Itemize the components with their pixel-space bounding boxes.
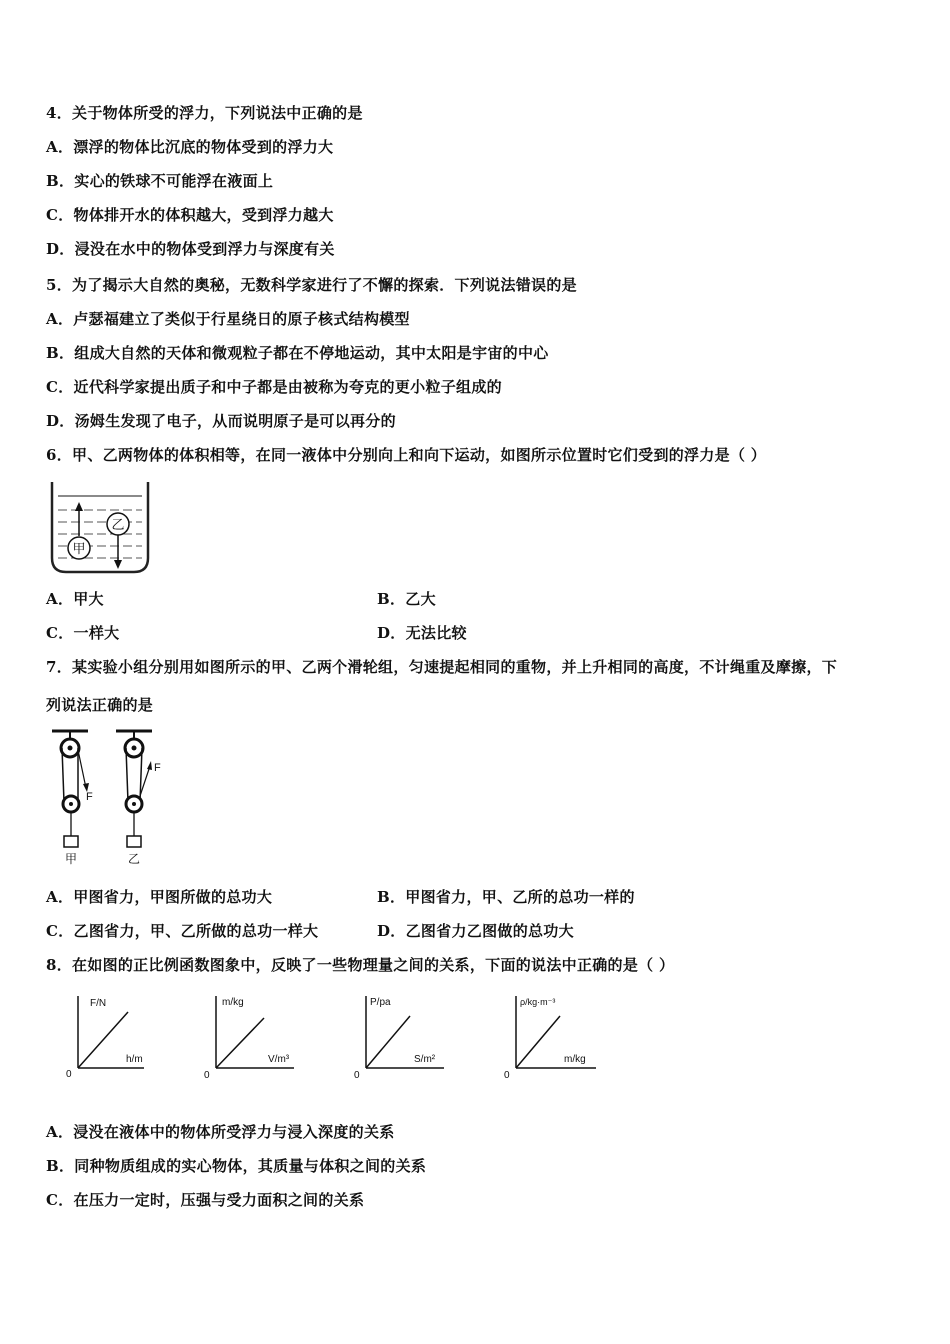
q7-option-c: C．乙图省力，甲、乙所做的总功一样大 [46,922,319,940]
q5-option-b: B．组成大自然的天体和微观粒子都在不停地运动，其中太阳是宇宙的中心 [46,344,549,362]
q6-fig-label-yi: 乙 [111,517,125,532]
q7-option-a: A．甲图省力，甲图所做的总功大 [46,888,273,906]
q7-fig-force-jia: F [86,791,93,803]
q8-graph-3 [352,988,452,1080]
q4-option-b: B．实心的铁球不可能浮在液面上 [46,172,274,190]
q8-graph-4-xlabel: m/kg [564,1054,586,1065]
q8-graph-1-origin: 0 [66,1069,72,1080]
q8-graph-1 [62,988,154,1080]
q6-option-c: C．一样大 [46,624,120,642]
q5-option-d: D．汤姆生发现了电子，从而说明原子是可以再分的 [46,412,396,430]
q6-option-b: B．乙大 [377,590,436,608]
q6-option-a: A．甲大 [46,590,104,608]
q4-option-d: D．浸没在水中的物体受到浮力与深度有关 [46,240,335,258]
q7-fig-label-jia: 甲 [64,852,78,866]
q8-option-c: C．在压力一定时，压强与受力面积之间的关系 [46,1191,365,1209]
q7-stem-line2: 列说法正确的是 [46,696,154,714]
q8-graph-3-origin: 0 [354,1070,360,1080]
q8-graph-4 [502,988,606,1080]
q7-option-d: D．乙图省力乙图做的总功大 [377,922,574,940]
q6-fig-label-jia: 甲 [72,541,86,556]
q7-stem-line1: 7．某实验小组分别用如图所示的甲、乙两个滑轮组，匀速提起相同的重物，并上升相同的高度，不计绳重及摩擦，下 [46,658,838,676]
q5-option-a: A．卢瑟福建立了类似于行星绕日的原子核式结构模型 [46,310,410,328]
q8-graph-2 [202,988,304,1080]
q8-graph-1-xlabel: h/m [126,1054,143,1065]
q7-pulley-figure [48,726,168,870]
q8-graph-1-ylabel: F/N [90,998,107,1009]
q4-stem: 4．关于物体所受的浮力，下列说法中正确的是 [46,104,363,122]
q6-beaker-figure [48,478,152,576]
q4-option-a: A．漂浮的物体比沉底的物体受到的浮力大 [46,138,334,156]
q8-graph-4-ylabel: ρ/kg·m⁻³ [520,997,556,1007]
q8-graph-2-xlabel: V/m³ [268,1054,290,1065]
q5-stem: 5．为了揭示大自然的奥秘，无数科学家进行了不懈的探索．下列说法错误的是 [46,276,577,294]
q4-option-c: C．物体排开水的体积越大，受到浮力越大 [46,206,334,224]
q8-graph-4-origin: 0 [504,1070,510,1080]
q7-fig-force-yi: F [154,762,161,774]
q8-option-a: A．浸没在液体中的物体所受浮力与浸入深度的关系 [46,1123,395,1141]
q7-option-b: B．甲图省力，甲、乙所的总功一样的 [377,888,635,906]
q8-option-b: B．同种物质组成的实心物体，其质量与体积之间的关系 [46,1157,427,1175]
q7-fig-label-yi: 乙 [127,852,141,866]
q8-graph-2-origin: 0 [204,1070,210,1080]
q8-stem: 8．在如图的正比例函数图象中，反映了一些物理量之间的关系，下面的说法中正确的是（ ） [46,956,675,974]
q6-option-d: D．无法比较 [377,624,467,642]
q8-graph-3-ylabel: P/pa [370,997,391,1008]
q8-graph-2-ylabel: m/kg [222,997,244,1008]
q6-stem: 6．甲、乙两物体的体积相等，在同一液体中分别向上和向下运动，如图所示位置时它们受到的浮力是（ ） [46,446,767,464]
q8-graph-3-xlabel: S/m² [414,1054,436,1065]
q5-option-c: C．近代科学家提出质子和中子都是由被称为夸克的更小粒子组成的 [46,378,502,396]
